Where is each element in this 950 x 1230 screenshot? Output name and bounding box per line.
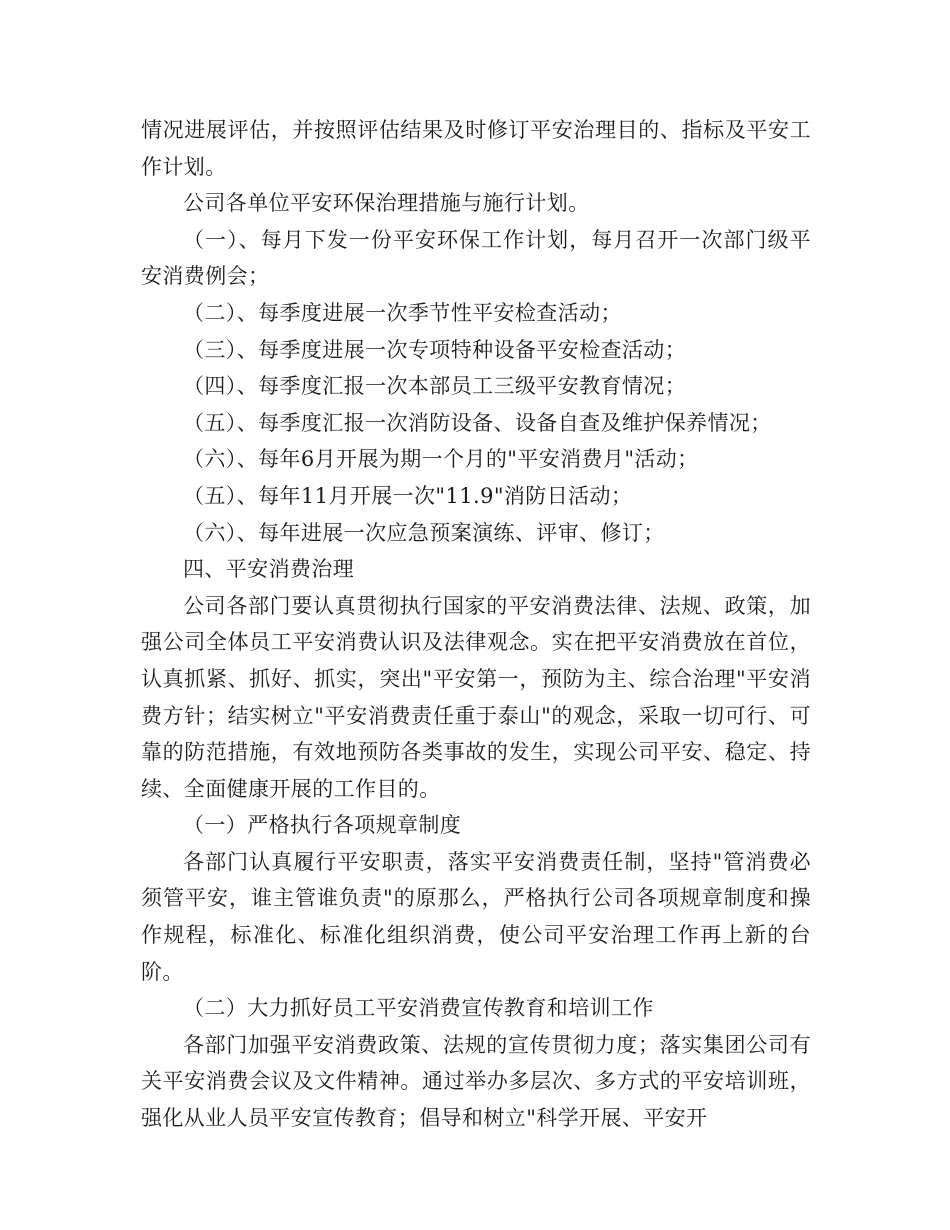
list-item-7: （五）、每年11月开展一次"11.9"消防日活动； — [183, 483, 633, 508]
paragraph-4: 各部门认真履行平安职责，落实平安消费责任制，坚持"管消费必须管平安，谁主管谁负责"的原那么，严格执行公司各项规章制度和操作规程，标准化、标准化组织消费，使公司平安治理工作再上新的台阶。 — [141, 849, 811, 984]
subsection-heading-2: （二）大力抓好员工平安消费宣传教育和培训工作 — [183, 996, 654, 1021]
list-item-3: （三）、每季度进展一次专项特种设备平安检查活动； — [183, 337, 687, 362]
list-item-5: （五）、每季度汇报一次消防设备、设备自查及维护保养情况； — [183, 410, 772, 435]
section-heading: 四、平安消费治理 — [183, 557, 355, 582]
document-body — [141, 112, 811, 1137]
list-item-2: （二）、每季度进展一次季节性平安检查活动； — [183, 300, 622, 325]
list-item-8: （六）、每年进展一次应急预案演练、评审、修订； — [183, 520, 665, 545]
list-item-1: （一）、每月下发一份平安环保工作计划，每月召开一次部门级平安消费例会； — [141, 227, 811, 289]
list-item-4: （四）、每季度汇报一次本部员工三级平安教育情况； — [183, 374, 687, 399]
subsection-heading-1: （一）严格执行各项规章制度 — [183, 813, 462, 838]
paragraph-2: 公司各单位平安环保治理措施与施行计划。 — [183, 191, 590, 216]
paragraph-5: 各部门加强平安消费政策、法规的宣传贯彻力度；落实集团公司有关平安消费会议及文件精神。通过举办多层次、多方式的平安培训班，强化从业人员平安宣传教育；倡导和树立"科学开展、平安开 — [141, 1032, 811, 1131]
paragraph-1: 情况进展评估，并按照评估结果及时修订平安治理目的、指标及平安工作计划。 — [141, 118, 811, 179]
paragraph-3: 公司各部门要认真贯彻执行国家的平安消费法律、法规、政策，加强公司全体员工平安消费认识及法律观念。实在把平安消费放在首位，认真抓紧、抓好、抓实，突出"平安第一，预防为主、综合治理"平安消费方针；结实树立"平安消费责任重于泰山"的观念，采取一切可行、可靠的防范措施，有效地预防各类事故的发生，实现公司平安、稳定、持续、全面健康开展的工作目的。 — [141, 593, 811, 801]
list-item-6: （六）、每年6月开展为期一个月的"平安消费月"活动； — [183, 447, 699, 472]
